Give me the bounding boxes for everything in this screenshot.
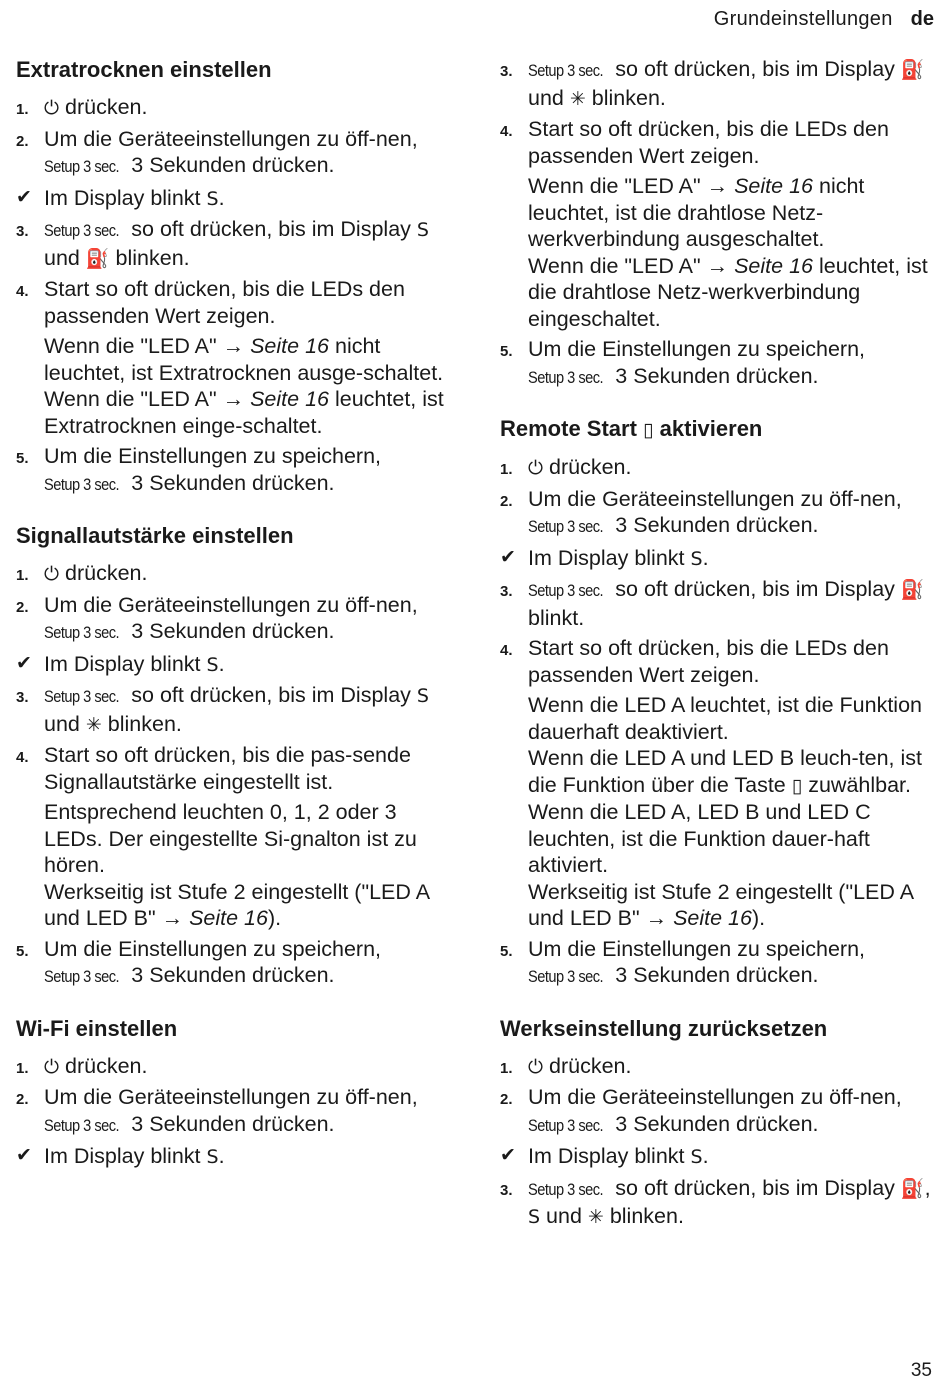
section-title: Grundeinstellungen xyxy=(713,8,893,30)
setup-key: Setup 3 sec. xyxy=(528,967,604,986)
check-result: ✔ Im Display blinkt S. xyxy=(500,1144,709,1168)
step-5: 5. Um die Einstellungen zu speichern, Setup 3 sec. 3 Sekunden drücken. xyxy=(16,443,456,498)
step-2: 2. Um die Geräteeinstellungen zu öff-nen, Setup 3 sec. 3 Sekunden drücken. xyxy=(16,592,456,647)
step-1: 1. ⏻ drücken. xyxy=(500,1053,632,1078)
step-2: 2. Um die Geräteeinstellungen zu öff-nen, Setup 3 sec. 3 Sekunden drücken. xyxy=(16,1084,456,1139)
tap-icon: ⛽ xyxy=(900,1177,925,1200)
setup-display-icon: S xyxy=(206,1146,219,1168)
step-5: 5. Um die Einstellungen zu speichern, Setup 3 sec. 3 Sekunden drücken. xyxy=(16,936,456,991)
setup-key: Setup 3 sec. xyxy=(44,157,120,176)
start-key: Start xyxy=(44,277,90,301)
step-2: 2. Um die Geräteeinstellungen zu öff-nen, Setup 3 sec. 3 Sekunden drücken. xyxy=(500,486,940,541)
setup-key: Setup 3 sec. xyxy=(44,221,120,240)
setup-key: Setup 3 sec. xyxy=(44,1115,120,1135)
page-reference: Seite 16 xyxy=(734,174,813,198)
step-4: 4. Start so oft drücken, bis die LEDs den passenden Wert zeigen. xyxy=(500,117,889,168)
right-column xyxy=(500,56,940,1235)
tap-icon: ⛽ xyxy=(900,59,925,81)
step-4: 4. Start so oft drücken, bis die pas-sende Signallautstärke eingestellt ist. xyxy=(16,743,411,794)
page-reference: Seite 16 xyxy=(734,253,813,278)
note: Wenn die LED A leuchtet, ist die Funktion dauerhaft deaktiviert. Wenn die LED A und LED B leuch-ten, ist die Funktion über die Taste ▯ zuwählbar. Wenn die LED A, LED B und LED C leuchten, ist die Funktion dauer-haft aktiviert. Werkseitig ist Stufe 2 eingestellt ("LED A und LED B" → Seite 16). xyxy=(528,693,923,930)
setup-display-icon: S xyxy=(690,1146,703,1168)
tap-icon: ⛽ xyxy=(900,579,925,601)
star-icon: ✳ xyxy=(569,87,586,110)
remote-start-icon: ▯ xyxy=(791,774,803,797)
setup-key: Setup 3 sec. xyxy=(44,687,120,706)
language-code: de xyxy=(910,8,934,30)
setup-display-icon: S xyxy=(690,547,703,570)
step-1: 1. ⏻ drücken. xyxy=(16,1053,148,1078)
note: Entsprechend leuchten 0, 1, 2 oder 3 LEDs. Der eingestellte Si-gnalton ist zu hören. Werkseitig ist Stufe 2 eingestellt ("LED A und LED B" → Seite 16). xyxy=(44,800,429,930)
setup-display-icon: S xyxy=(416,219,429,241)
start-key: Start xyxy=(528,636,574,660)
step-1: 1. ⏻ drücken. xyxy=(500,455,632,479)
setup-key: Setup 3 sec. xyxy=(528,367,604,387)
star-icon: ✳ xyxy=(85,713,102,736)
step-2: 2. Um die Geräteeinstellungen zu öff-nen, Setup 3 sec. 3 Sekunden drücken. xyxy=(16,126,456,181)
heading-wifi: Wi-Fi einstellen xyxy=(16,1015,178,1041)
check-icon: ✔ xyxy=(500,546,516,568)
page-reference: Seite 16 xyxy=(250,334,329,358)
power-icon: ⏻ xyxy=(44,97,60,119)
check-icon: ✔ xyxy=(16,186,32,208)
step-2: 2. Um die Geräteeinstellungen zu öff-nen, Setup 3 sec. 3 Sekunden drücken. xyxy=(500,1084,940,1139)
remote-start-icon: ▯ xyxy=(643,419,654,441)
power-icon: ⏻ xyxy=(44,563,60,585)
setup-display-icon: S xyxy=(206,653,219,676)
setup-display-icon: S xyxy=(528,1206,541,1228)
page-reference: Seite 16 xyxy=(189,906,268,930)
heading-remote-start: Remote Start ▯ aktivieren xyxy=(500,416,763,441)
setup-key: Setup 3 sec. xyxy=(528,517,604,536)
setup-key: Setup 3 sec. xyxy=(44,623,120,642)
step-4: 4. Start so oft drücken, bis die LEDs den passenden Wert zeigen. xyxy=(500,636,889,687)
step-4: 4. Start so oft drücken, bis die LEDs den passenden Wert zeigen. xyxy=(16,277,405,328)
step-3: 3. Setup 3 sec. so oft drücken, bis im Display ⛽ blinkt. xyxy=(500,577,925,630)
check-icon: ✔ xyxy=(16,652,32,674)
setup-key: Setup 3 sec. xyxy=(44,967,120,986)
start-key: Start xyxy=(44,743,90,767)
setup-display-icon: S xyxy=(206,187,219,210)
step-1: 1. ⏻ drücken. xyxy=(16,561,148,585)
page-header xyxy=(714,8,934,31)
step-1: 1. ⏻ drücken. xyxy=(16,95,148,119)
page-number: 35 xyxy=(910,1360,932,1381)
setup-key: Setup 3 sec. xyxy=(44,474,120,494)
check-icon: ✔ xyxy=(500,1145,516,1166)
power-icon: ⏻ xyxy=(44,1055,60,1078)
note: Wenn die "LED A" → Seite 16 nicht leuchtet, ist Extratrocknen ausge-schaltet. Wenn die "LED A" → Seite 16 leuchtet, ist Extratrocknen einge-schaltet. xyxy=(44,334,444,438)
note: Wenn die "LED A" → Seite 16 nicht leuchtet, ist die drahtlose Netz-werkverbindung ausgeschaltet. Wenn die "LED A" → Seite 16 leuchtet, ist die drahtlose Netz-werkverbindung eingeschaltet. xyxy=(528,174,928,331)
heading-werkseinstellung: Werkseinstellung zurücksetzen xyxy=(500,1015,828,1041)
power-icon: ⏻ xyxy=(528,457,544,479)
setup-display-icon: S xyxy=(416,685,429,707)
tap-icon: ⛽ xyxy=(85,247,110,270)
step-5: 5. Um die Einstellungen zu speichern, Setup 3 sec. 3 Sekunden drücken. xyxy=(500,336,940,391)
check-result: ✔ Im Display blinkt S. xyxy=(500,545,709,570)
page-reference: Seite 16 xyxy=(250,387,329,411)
heading-extratrocknen: Extratrocknen einstellen xyxy=(16,57,272,82)
star-icon: ✳ xyxy=(587,1206,604,1228)
power-icon: ⏻ xyxy=(528,1055,544,1078)
check-result: ✔ Im Display blinkt S. xyxy=(16,185,225,210)
setup-key: Setup 3 sec. xyxy=(528,581,604,600)
left-column xyxy=(16,56,456,1175)
step-3: 3. Setup 3 sec. so oft drücken, bis im Display ⛽, S und ✳ blinken. xyxy=(500,1175,931,1228)
setup-key: Setup 3 sec. xyxy=(528,1115,604,1135)
step-3: 3. Setup 3 sec. so oft drücken, bis im Display S und ✳ blinken. xyxy=(16,683,429,736)
check-result: ✔ Im Display blinkt S. xyxy=(16,1144,225,1168)
setup-key: Setup 3 sec. xyxy=(528,61,604,80)
check-result: ✔ Im Display blinkt S. xyxy=(16,651,225,676)
heading-signallautstaerke: Signallautstärke einstellen xyxy=(16,523,294,548)
setup-key: Setup 3 sec. xyxy=(528,1179,604,1199)
start-key: Start xyxy=(528,117,574,141)
step-3: 3. Setup 3 sec. so oft drücken, bis im Display S und ⛽ blinken. xyxy=(16,217,429,270)
check-icon: ✔ xyxy=(16,1145,32,1166)
step-5: 5. Um die Einstellungen zu speichern, Setup 3 sec. 3 Sekunden drücken. xyxy=(500,936,940,991)
page-reference: Seite 16 xyxy=(673,906,752,930)
step-3: 3. Setup 3 sec. so oft drücken, bis im Display ⛽ und ✳ blinken. xyxy=(500,57,925,110)
